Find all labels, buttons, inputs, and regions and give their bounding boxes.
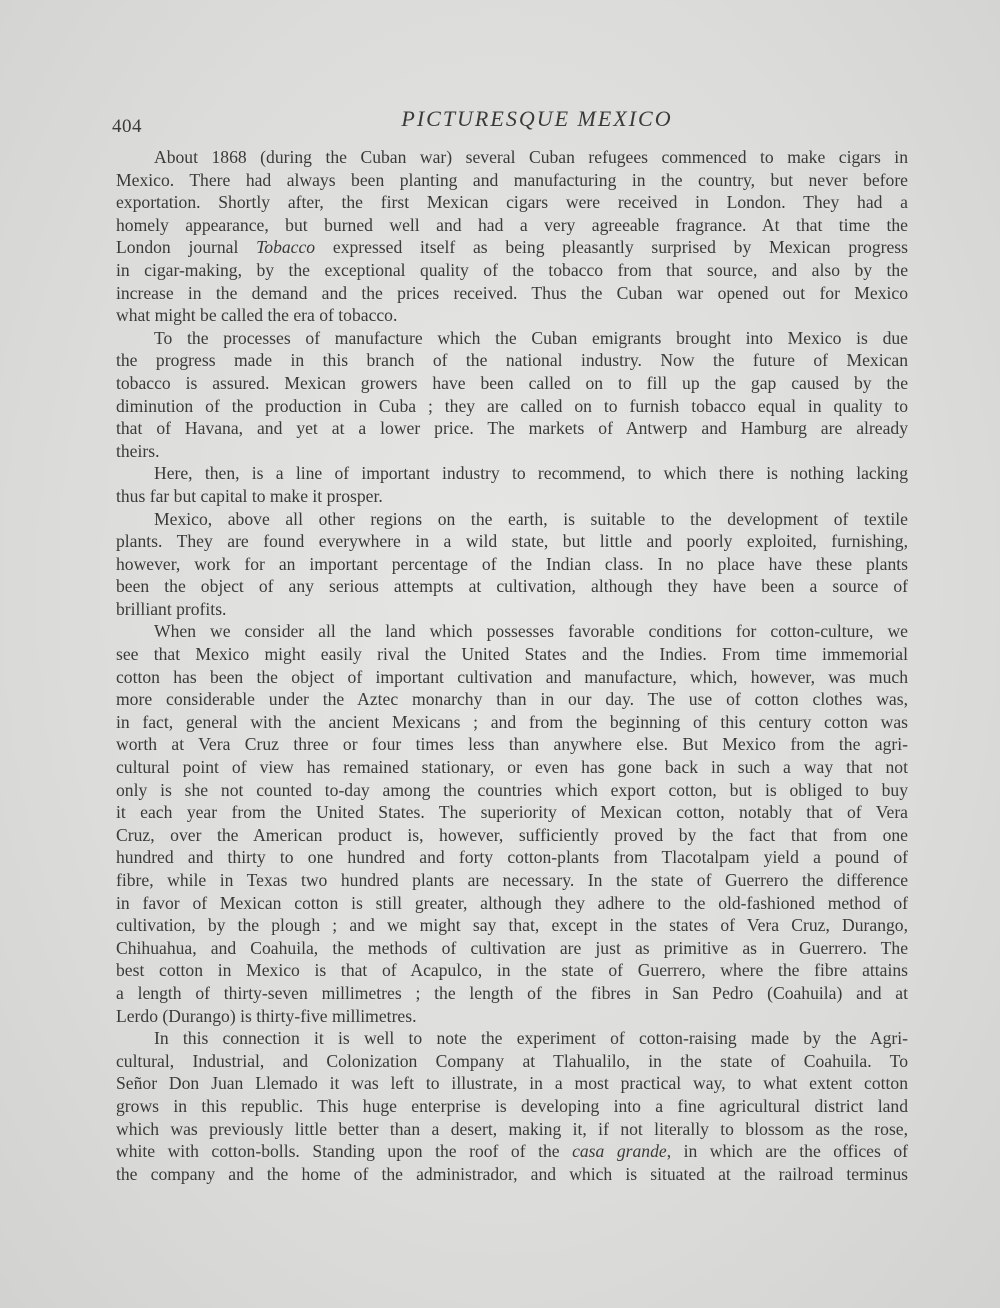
text-line: best cotton in Mexico is that of Acapulco, in the state of Guerrero, where the fibre attains: [116, 960, 908, 981]
text-line: in cigar-making, by the exceptional quality of the tobacco from that source, and also by the: [116, 259, 908, 280]
text-line: that of Havana, and yet at a lower price. The markets of Antwerp and Hamburg are already: [116, 418, 908, 439]
text-line: brilliant profits.: [116, 598, 227, 619]
text-line: Here, then, is a line of important industry to recommend, to which there is nothing lacking: [154, 463, 908, 484]
text-line: white with cotton-bolls. Standing upon the roof of the casa grande, in which are the offices of: [116, 1141, 908, 1162]
text-line: worth at Vera Cruz three or four times less than anywhere else. But Mexico from the agri-: [116, 734, 908, 755]
text-line: Mexico. There had always been planting and manufacturing in the country, but never before: [116, 169, 908, 190]
text-line: hundred and thirty to one hundred and forty cotton-plants from Tlacotalpam yield a pound of: [116, 847, 908, 868]
text-line: fibre, while in Texas two hundred plants are necessary. In the state of Guerrero the difference: [116, 870, 908, 890]
text-line: what might be called the era of tobacco.: [116, 305, 398, 326]
text-line: Lerdo (Durango) is thirty-five millimetres.: [116, 1005, 417, 1026]
text-line: been the object of any serious attempts at cultivation, although they have been a source of: [116, 576, 908, 597]
text-line: a length of thirty-seven millimetres ; the length of the fibres in San Pedro (Coahuila) and at: [116, 982, 908, 1003]
text-line: cultural point of view has remained stationary, or even has gone back in such a way that not: [116, 757, 908, 778]
paragraph: [116, 146, 908, 327]
text-line: homely appearance, but burned well and had a very agreeable fragrance. At that time the: [116, 214, 908, 235]
text-line: however, work for an important percentage of the Indian class. In no place have these plants: [116, 553, 908, 574]
text-line: About 1868 (during the Cuban war) several Cuban refugees commenced to make cigars in: [154, 147, 908, 167]
text-line: only is she not counted to-day among the countries which export cotton, but is obliged to buy: [116, 779, 908, 800]
text-line: Cruz, over the American product is, however, sufficiently proved by the fact that from one: [116, 824, 908, 845]
paragraph: [116, 1027, 908, 1185]
text-line: cotton has been the object of important cultivation and manufacture, which, however, was much: [116, 666, 908, 687]
text-line: grows in this republic. This huge enterprise is developing into a fine agricultural district land: [116, 1095, 908, 1116]
text-line: which was previously little better than a desert, making it, if not literally to blossom as the rose,: [116, 1118, 908, 1139]
text-line: the company and the home of the administrador, and which is situated at the railroad terminus: [116, 1163, 908, 1184]
paragraph: [116, 508, 908, 621]
text-line: plants. They are found everywhere in a wild state, but little and poorly exploited, furnishing,: [116, 531, 908, 552]
page-header: [112, 104, 902, 144]
text-line: London journal Tobacco expressed itself as being pleasantly surprised by Mexican progress: [116, 237, 908, 258]
text-line: diminution of the production in Cuba ; they are called on to furnish tobacco equal in quality to: [116, 395, 908, 416]
text-line: in favor of Mexican cotton is still greater, although they adhere to the old-fashioned method of: [116, 892, 908, 913]
page-number: 404: [112, 116, 142, 137]
text-line: tobacco is assured. Mexican growers have been called on to fill up the gap caused by the: [116, 372, 908, 393]
text-line: cultural, Industrial, and Colonization Company at Tlahualilo, in the state of Coahuila. To: [116, 1050, 908, 1071]
paragraph: [116, 327, 908, 463]
text-line: it each year from the United States. The superiority of Mexican cotton, notably that of Vera: [116, 802, 908, 823]
body-text: [116, 146, 908, 1185]
text-line: in fact, general with the ancient Mexicans ; and from the beginning of this century cotton was: [116, 711, 908, 732]
paragraph: [116, 462, 908, 507]
text-line: see that Mexico might easily rival the United States and the Indies. From time immemorial: [116, 644, 908, 665]
text-line: increase in the demand and the prices received. Thus the Cuban war opened out for Mexico: [116, 282, 908, 303]
text-line: When we consider all the land which possesses favorable conditions for cotton-culture, we: [154, 621, 908, 642]
text-line: thus far but capital to make it prosper.: [116, 485, 383, 506]
text-line: To the processes of manufacture which the Cuban emigrants brought into Mexico is due: [154, 327, 908, 348]
text-line: Chihuahua, and Coahuila, the methods of cultivation are just as primitive as in Guerrero. The: [116, 937, 908, 958]
text-line: the progress made in this branch of the national industry. Now the future of Mexican: [116, 350, 908, 371]
text-line: Mexico, above all other regions on the earth, is suitable to the development of textile: [154, 508, 908, 529]
text-line: exportation. Shortly after, the first Mexican cigars were received in London. They had a: [116, 192, 908, 213]
text-line: cultivation, by the plough ; and we might say that, except in the states of Vera Cruz, Durango,: [116, 915, 908, 936]
text-line: theirs.: [116, 440, 160, 461]
running-title: PICTURESQUE MEXICO: [401, 106, 673, 131]
text-line: Señor Don Juan Llemado it was left to illustrate, in a most practical way, to what extent cotton: [116, 1073, 908, 1094]
text-line: In this connection it is well to note the experiment of cotton-raising made by the Agri-: [154, 1028, 908, 1049]
paragraph: [116, 620, 908, 1027]
text-line: more considerable under the Aztec monarchy than in our day. The use of cotton clothes was,: [116, 689, 908, 710]
